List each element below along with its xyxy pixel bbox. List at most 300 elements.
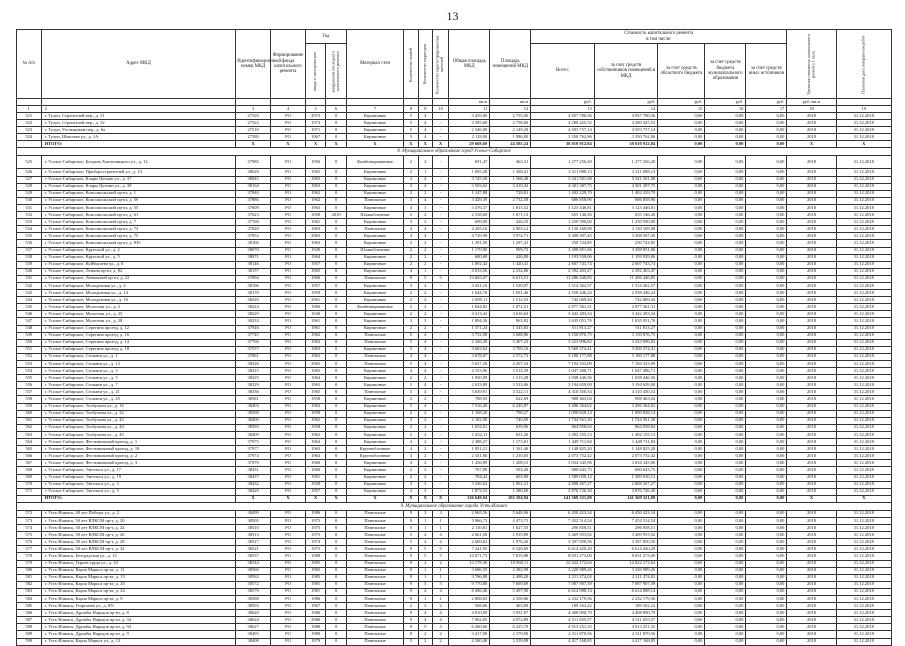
table-cell: 0,00: [658, 375, 705, 382]
table-cell: Панельные: [346, 332, 403, 339]
table-cell: г. Усолье-Сибирское, Фестивальный проезд, д. 2: [41, 453, 236, 460]
table-cell: 38 010 912,84: [531, 141, 595, 148]
table-cell: г. Усолье-Сибирское, Ленинский пр-кт, д. 22: [41, 275, 236, 282]
table-cell: [326, 99, 346, 106]
table-cell: 0: [326, 204, 346, 211]
table-cell: 0,00: [705, 197, 746, 204]
table-cell: 0,00: [746, 481, 787, 488]
table-cell: 537: [17, 247, 42, 254]
table-cell: 38070: [236, 247, 271, 254]
table-cell: Кирпичные: [346, 325, 403, 332]
table-cell: Кирпичные: [346, 318, 403, 325]
table-cell: Панельные: [346, 560, 403, 567]
table-cell: 0,00: [746, 254, 787, 261]
table-cell: 1 515,28: [490, 375, 531, 382]
table-cell: 0,00: [746, 488, 787, 495]
table-cell: 0,00: [746, 325, 787, 332]
table-cell: РО: [271, 403, 306, 410]
table-cell: 1 691,46: [490, 290, 531, 297]
table-cell: 0,00: [658, 460, 705, 467]
table-cell: 7 194 333,09: [594, 361, 658, 368]
table-row: [17, 539, 892, 546]
table-cell: 0,00: [658, 141, 705, 148]
table-cell: 0: [326, 439, 346, 446]
table-cell: 31.12.2018: [836, 332, 891, 339]
table-cell: 1 492 155,13: [594, 431, 658, 438]
table-row: [17, 588, 892, 595]
table-cell: 0,00: [746, 539, 787, 546]
table-cell: 2: [418, 460, 432, 467]
table-cell: 1 044,82: [449, 304, 490, 311]
table-cell: Х: [326, 495, 346, 502]
table-cell: 0,00: [658, 219, 705, 226]
table-cell: 37985: [236, 156, 271, 169]
table-cell: г. Усолье-Сибирское, Стопани ул., д. 5: [41, 375, 236, 382]
table-cell: 0,00: [705, 282, 746, 289]
table-cell: 2018: [787, 389, 836, 396]
table-cell: 0,00: [658, 318, 705, 325]
table-cell: г. Усть-Илимск, Карла Маркса пр-кт, д. 24: [41, 588, 236, 595]
table-cell: 2010: [326, 212, 346, 219]
table-cell: 0,00: [658, 156, 705, 169]
table-cell: 3 397 850,56: [531, 539, 595, 546]
table-cell: 5: [404, 127, 418, 134]
table-cell: 31.12.2018: [836, 417, 891, 424]
table-cell: 1 090 828,14: [531, 410, 595, 417]
table-cell: 0,00: [658, 610, 705, 617]
table-cell: 0,00: [658, 617, 705, 624]
table-cell: РО: [271, 631, 306, 638]
table-cell: 463,31: [490, 156, 531, 169]
table-cell: 2018: [787, 510, 836, 517]
table-cell: 13 665,07: [449, 275, 490, 282]
table-cell: 0: [326, 567, 346, 574]
table-cell: 1980: [305, 631, 325, 638]
table-cell: 0,00: [705, 240, 746, 247]
table-cell: 3 397 850,56: [594, 539, 658, 546]
table-cell: г. Усолье-Сибирское, Комсомольский пр-кт, д. 73: [41, 226, 236, 233]
table-cell: 3 298 851,06: [594, 247, 658, 254]
table-cell: 2018: [787, 318, 836, 325]
table-cell: Шлакоблочные: [346, 247, 403, 254]
table-cell: 38408: [236, 638, 271, 645]
table-row: [17, 197, 892, 204]
table-cell: -: [432, 156, 448, 169]
table-cell: 0: [326, 389, 346, 396]
table-cell: 0: [326, 268, 346, 275]
table-cell: РО: [271, 268, 306, 275]
table-cell: 0,00: [705, 332, 746, 339]
table-cell: Комбинированные: [346, 304, 403, 311]
table-cell: Кирпичные: [346, 368, 403, 375]
table-cell: 31.12.2018: [836, 410, 891, 417]
table-cell: 38224: [236, 304, 271, 311]
table-cell: 1 894,36: [449, 318, 490, 325]
column-number-row: [17, 106, 892, 113]
table-cell: 3: [418, 510, 432, 517]
table-cell: 1961: [305, 219, 325, 226]
table-cell: 4: [404, 439, 418, 446]
table-cell: 1 976,26: [490, 539, 531, 546]
table-cell: 0,00: [658, 495, 705, 502]
table-cell: 4 408 890,79: [594, 610, 658, 617]
table-cell: 0: [326, 353, 346, 360]
table-row: [17, 560, 892, 567]
table-cell: 0,00: [705, 567, 746, 574]
table-row: [17, 488, 892, 495]
table-cell: 0,00: [658, 134, 705, 141]
table-cell: 4: [432, 610, 448, 617]
table-cell: 426,35: [490, 219, 531, 226]
table-cell: -: [432, 424, 448, 431]
table-cell: 0,00: [705, 339, 746, 346]
table-cell: 909,72: [490, 247, 531, 254]
table-cell: г. Усолье-Сибирское, Фестивальный проезд, д. 1: [41, 439, 236, 446]
table-cell: 3 180 177,88: [594, 353, 658, 360]
header-wall: Материал стен: [346, 30, 403, 99]
table-cell: Шлакоблочные: [346, 212, 403, 219]
table-cell: 250 724,85: [531, 240, 595, 247]
table-cell: 296 858,51: [594, 525, 658, 532]
section-title: 8. Муниципальное образование город Усолье-Сибирское: [17, 148, 892, 156]
table-cell: 2018: [787, 290, 836, 297]
table-cell: 38045: [236, 176, 271, 183]
table-cell: 4 301 387,75: [531, 183, 595, 190]
table-cell: 1986: [305, 617, 325, 624]
table-cell: 2 607 743,74: [531, 261, 595, 268]
table-cell: 0,00: [746, 346, 787, 353]
table-cell: 0: [326, 304, 346, 311]
table-cell: 0,00: [746, 474, 787, 481]
table-cell: 1 038 446,56: [594, 375, 658, 382]
table-cell: 536: [17, 240, 42, 247]
table-cell: 0,00: [658, 339, 705, 346]
table-cell: 0: [326, 368, 346, 375]
table-row: [17, 603, 892, 610]
table-cell: 102 104,94: [490, 495, 531, 502]
table-cell: 511 813,27: [531, 325, 595, 332]
table-cell: Х: [787, 495, 836, 502]
table-cell: 0,00: [746, 204, 787, 211]
table-cell: 0,00: [658, 560, 705, 567]
table-cell: 0,00: [705, 176, 746, 183]
table-cell: 2018: [787, 560, 836, 567]
table-cell: Панельные: [346, 588, 403, 595]
table-cell: Х: [836, 141, 891, 148]
table-cell: 1 589 030,12: [531, 474, 595, 481]
table-cell: 0,00: [705, 113, 746, 120]
table-cell: Кирпичные: [346, 410, 403, 417]
table-cell: 31.12.2018: [836, 297, 891, 304]
table-cell: 6 249,87: [490, 403, 531, 410]
table-cell: 0,00: [705, 212, 746, 219]
table-cell: 463,89: [490, 603, 531, 610]
table-cell: 0: [326, 261, 346, 268]
table-cell: 1 402 229,70: [594, 190, 658, 197]
table-cell: 1 744 561,30: [594, 417, 658, 424]
table-cell: 4 972,89: [490, 617, 531, 624]
table-cell: 7 194 333,09: [531, 361, 595, 368]
table-cell: 31.12.2018: [836, 275, 891, 282]
table-cell: 0,00: [658, 567, 705, 574]
table-cell: 0,00: [705, 525, 746, 532]
table-cell: 2018: [787, 638, 836, 645]
table-cell: г. Усть-Илимск, 50 лет ВЛКСМ пр-т, д. 28: [41, 539, 236, 546]
table-cell: РО: [271, 190, 306, 197]
table-cell: 0,00: [658, 361, 705, 368]
table-cell: 0: [326, 510, 346, 517]
table-cell: 1974: [305, 539, 325, 546]
table-cell: г. Усолье-Сибирское, Стопани ул., д. 21: [41, 389, 236, 396]
table-cell: г. Усолье-Сибирское, Серегина проезд, д. 12: [41, 325, 236, 332]
table-cell: 0,00: [658, 439, 705, 446]
table-cell: 3 752,98: [449, 332, 490, 339]
table-cell: 2: [404, 240, 418, 247]
header-year-built: ввода в эксплуатацию: [305, 44, 325, 99]
header-address: Адрес МКД: [41, 30, 236, 99]
table-cell: 0,00: [746, 638, 787, 645]
table-cell: 1: [432, 574, 448, 581]
table-cell: 3 522,11: [490, 389, 531, 396]
table-cell: 2: [404, 169, 418, 176]
table-cell: 1 930,09: [449, 375, 490, 382]
table-cell: 1 250 590,00: [531, 219, 595, 226]
table-cell: 0: [326, 339, 346, 346]
table-cell: 37745: [236, 332, 271, 339]
table-cell: 579: [17, 560, 42, 567]
table-cell: 4 511 655,57: [594, 617, 658, 624]
header-no: № п/п: [17, 30, 42, 99]
table-cell: 1975: [305, 546, 325, 553]
table-cell: 0: [326, 219, 346, 226]
table-cell: 5: [305, 106, 325, 113]
table-cell: 4 280 425,52: [594, 120, 658, 127]
table-cell: 864 958,04: [594, 424, 658, 431]
table-cell: 189 162,22: [531, 603, 595, 610]
table-row: [17, 268, 892, 275]
table-cell: 31.12.2018: [836, 439, 891, 446]
table-cell: Панельные: [346, 610, 403, 617]
table-row: [17, 113, 892, 120]
table-cell: 1 038 446,56: [531, 375, 595, 382]
table-cell: 1963: [305, 226, 325, 233]
table-cell: 561: [17, 417, 42, 424]
table-cell: 0,00: [705, 574, 746, 581]
table-cell: 38157: [236, 268, 271, 275]
table-cell: г. Усолье-Сибирское, Богдана Хмельницкого ул., д. 12: [41, 156, 236, 169]
table-cell: 1986: [305, 510, 325, 517]
table-cell: РО: [271, 532, 306, 539]
table-cell: -: [432, 403, 448, 410]
table-cell: 0,00: [705, 603, 746, 610]
table-cell: 680,68: [449, 254, 490, 261]
table-cell: 2018: [787, 424, 836, 431]
table-cell: -: [432, 282, 448, 289]
table-cell: 3 194 659,00: [531, 382, 595, 389]
table-cell: 1964: [305, 453, 325, 460]
table-cell: 0,00: [705, 120, 746, 127]
table-cell: 9: [404, 546, 418, 553]
table-cell: 2 661,50: [449, 532, 490, 539]
table-cell: 583: [17, 588, 42, 595]
table-cell: 584: [17, 596, 42, 603]
table-cell: 1 815,52: [490, 204, 531, 211]
table-cell: Панельные: [346, 517, 403, 524]
table-cell: 6: [326, 106, 346, 113]
table-cell: 38495: [236, 631, 271, 638]
table-cell: РО: [271, 290, 306, 297]
table-cell: 31.12.2018: [836, 638, 891, 645]
table-cell: 3: [404, 197, 418, 204]
table-cell: 38325: [236, 375, 271, 382]
table-cell: 1 090 828,14: [594, 410, 658, 417]
table-cell: 1 402 229,70: [531, 190, 595, 197]
table-cell: 2018: [787, 624, 836, 631]
table-cell: 2018: [787, 311, 836, 318]
table-cell: 1958: [305, 481, 325, 488]
table-cell: 14 071,73: [449, 553, 490, 560]
table-cell: 31.12.2018: [836, 233, 891, 240]
table-cell: 0,00: [705, 353, 746, 360]
table-cell: Х: [418, 141, 432, 148]
table-cell: Панельные: [346, 574, 403, 581]
table-cell: 9: [404, 560, 418, 567]
table-cell: 38326: [236, 361, 271, 368]
table-cell: 0,00: [705, 596, 746, 603]
table-cell: 27510: [236, 127, 271, 134]
table-cell: 0: [326, 424, 346, 431]
table-cell: 1 635 051,76: [594, 318, 658, 325]
table-cell: 2 388,27: [449, 439, 490, 446]
table-cell: 9: [404, 617, 418, 624]
table-cell: 2: [418, 560, 432, 567]
table-cell: 3 688,86: [490, 332, 531, 339]
table-cell: Кирпичные: [346, 297, 403, 304]
table-cell: 4: [432, 539, 448, 546]
table-row: [17, 396, 892, 403]
table-cell: 963,82: [490, 318, 531, 325]
table-cell: 1961: [305, 318, 325, 325]
table-cell: 2018: [787, 156, 836, 169]
table-cell: 0,00: [746, 517, 787, 524]
table-cell: -: [432, 382, 448, 389]
table-cell: 2018: [787, 226, 836, 233]
table-cell: 9: [418, 106, 432, 113]
table-cell: 0,00: [658, 368, 705, 375]
table-cell: 548: [17, 325, 42, 332]
table-cell: 2018: [787, 134, 836, 141]
table-cell: 0,00: [705, 141, 746, 148]
table-cell: 0,00: [658, 247, 705, 254]
table-cell: 2 808 267,27: [594, 481, 658, 488]
table-cell: 0,00: [746, 389, 787, 396]
table-cell: 2 149,20: [490, 127, 531, 134]
table-cell: 31.12.2018: [836, 346, 891, 353]
table-cell: Кирпичные: [346, 311, 403, 318]
table-cell: 2: [404, 311, 418, 318]
table-cell: 0,00: [746, 574, 787, 581]
table-cell: г. Усолье-Сибирское, Толбухина ул., д. 42: [41, 417, 236, 424]
table-cell: 0,00: [705, 638, 746, 645]
table-cell: 582: [17, 581, 42, 588]
table-cell: 0: [326, 290, 346, 297]
table-cell: РО: [271, 624, 306, 631]
table-cell: 0,00: [705, 439, 746, 446]
table-cell: 0: [326, 127, 346, 134]
table-cell: 1: [418, 574, 432, 581]
table-cell: 4: [418, 346, 432, 353]
table-cell: 0,00: [746, 446, 787, 453]
table-cell: РО: [271, 525, 306, 532]
table-cell: 4: [418, 617, 432, 624]
table-cell: 908 463,04: [594, 396, 658, 403]
table-cell: 2 965,56: [449, 510, 490, 517]
table-cell: г. Усолье-Сибирское, Куйбышева ул., д. 8: [41, 261, 236, 268]
table-cell: 5: [404, 525, 418, 532]
table-cell: РО: [271, 453, 306, 460]
table-cell: 31.12.2018: [836, 318, 891, 325]
table-cell: 2018: [787, 268, 836, 275]
table-cell: 2: [432, 603, 448, 610]
header-floors: Количество этажей: [404, 30, 418, 99]
table-cell: -: [432, 254, 448, 261]
table-cell: Панельные: [346, 617, 403, 624]
table-cell: 31.12.2018: [836, 403, 891, 410]
table-cell: 554: [17, 368, 42, 375]
table-cell: 0: [326, 588, 346, 595]
table-cell: 0: [326, 474, 346, 481]
table-cell: 1 250 590,00: [594, 219, 658, 226]
table-cell: 38429: [236, 488, 271, 495]
table-cell: 4 313,42: [449, 311, 490, 318]
table-cell: 0,00: [658, 311, 705, 318]
table-cell: 544: [17, 297, 42, 304]
table-cell: 0: [326, 332, 346, 339]
table-cell: 1 449 711,84: [594, 439, 658, 446]
table-cell: 1958: [305, 212, 325, 219]
table-cell: 3: [418, 318, 432, 325]
header-year-overhaul: завершения последнего капитального ремонта: [326, 44, 346, 99]
table-cell: г. Усолье-Сибирское, Энгельса ул., д. 19: [41, 474, 236, 481]
table-cell: 9: [404, 510, 418, 517]
table-cell: 0: [326, 396, 346, 403]
table-cell: 0: [326, 574, 346, 581]
table-cell: 587: [17, 617, 42, 624]
table-cell: 2 073 752,42: [594, 453, 658, 460]
table-cell: 10: [432, 106, 448, 113]
table-cell: 31.12.2018: [836, 353, 891, 360]
table-cell: Кирпичные: [346, 439, 403, 446]
table-cell: 4: [404, 226, 418, 233]
table-cell: 3 431,16: [449, 282, 490, 289]
table-cell: 0,00: [705, 325, 746, 332]
table-cell: РО: [271, 446, 306, 453]
table-cell: 2018: [787, 339, 836, 346]
table-cell: -: [432, 233, 448, 240]
table-cell: 2018: [787, 431, 836, 438]
table-cell: 31.12.2018: [836, 190, 891, 197]
table-cell: 38029: [236, 169, 271, 176]
table-row: [17, 567, 892, 574]
table-row: [17, 346, 892, 353]
table-cell: 4: [404, 204, 418, 211]
table-cell: 0: [326, 410, 346, 417]
table-cell: 521: [17, 113, 42, 120]
table-cell: -: [432, 240, 448, 247]
table-row: [17, 532, 892, 539]
table-cell: 0,00: [705, 169, 746, 176]
table-cell: Кирпичные: [346, 396, 403, 403]
